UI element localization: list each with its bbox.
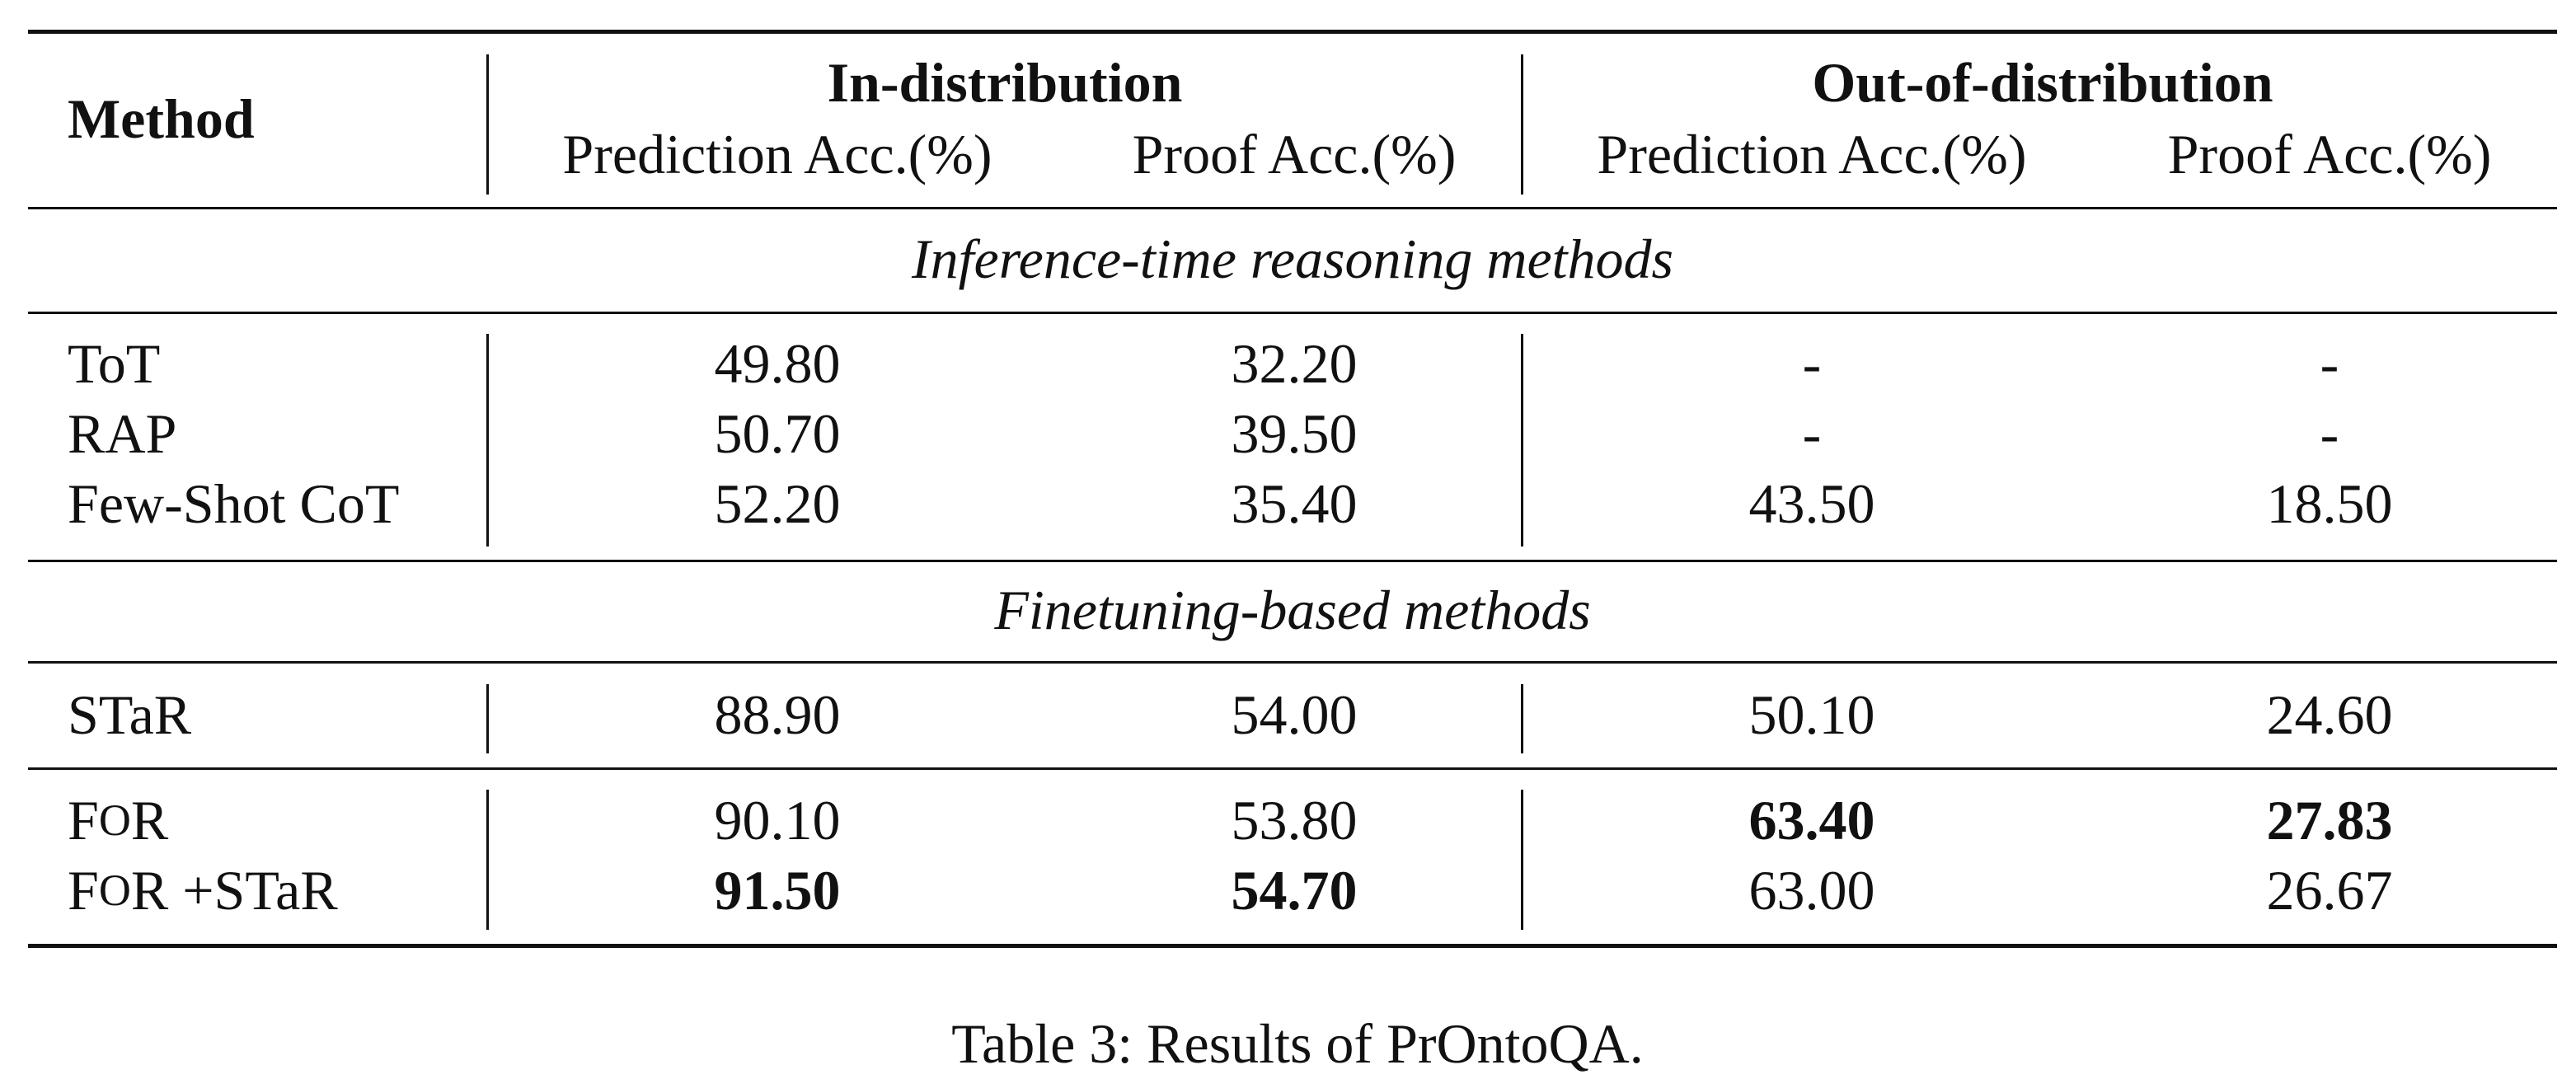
cell-star-in-proof: 54.00 <box>1231 683 1358 746</box>
cell-rap-out-proof: - <box>2320 402 2339 465</box>
for-star-letter-o: O <box>98 866 131 915</box>
bottom-rule <box>28 944 2557 948</box>
header-vrule-right <box>1521 54 1523 195</box>
for-star-letter-r: R <box>130 859 169 922</box>
sec2-vrule-right <box>1521 684 1523 753</box>
section1-rule <box>28 312 2557 314</box>
row-method-star: STaR <box>68 683 192 746</box>
for-letter-f: F <box>68 789 99 851</box>
section-title-inference: Inference-time reasoning methods <box>911 228 1674 290</box>
sec3-vrule-left <box>486 790 489 930</box>
cell-for-out-proof: 27.83 <box>2266 789 2393 851</box>
header-col-in-prediction: Prediction Acc.(%) <box>562 123 992 185</box>
sec2-vrule-left <box>486 684 489 753</box>
top-rule <box>28 30 2557 34</box>
cell-rap-out-prediction: - <box>1802 402 1822 465</box>
row-method-for <box>68 787 168 853</box>
cell-tot-in-prediction: 49.80 <box>714 332 841 395</box>
for-letter-o: O <box>98 795 131 845</box>
cell-for-star-in-prediction: 91.50 <box>714 859 841 922</box>
cell-cot-out-proof: 18.50 <box>2266 472 2393 535</box>
cell-cot-in-proof: 35.40 <box>1231 472 1358 535</box>
table-caption: Table 3: Results of PrOntoQA. <box>951 1012 1644 1075</box>
cell-cot-out-prediction: 43.50 <box>1748 472 1875 535</box>
sec1-vrule-right <box>1521 334 1523 547</box>
section-title-finetuning: Finetuning-based methods <box>994 579 1591 641</box>
cell-for-star-in-proof: 54.70 <box>1231 859 1358 922</box>
cell-rap-in-prediction: 50.70 <box>714 402 841 465</box>
cell-star-in-prediction: 88.90 <box>714 683 841 746</box>
cell-for-star-out-prediction: 63.00 <box>1748 859 1875 922</box>
row-method-few-shot-cot: Few-Shot CoT <box>68 472 400 535</box>
header-col-in-proof: Proof Acc.(%) <box>1132 123 1457 185</box>
row-method-rap: RAP <box>68 402 177 465</box>
for-letter-r: R <box>130 789 169 851</box>
header-in-distribution: In-distribution <box>827 51 1183 114</box>
cell-for-out-prediction: 63.40 <box>1748 789 1875 851</box>
cell-tot-out-prediction: - <box>1802 332 1822 395</box>
cell-for-in-prediction: 90.10 <box>714 789 841 851</box>
sec1-vrule-left <box>486 334 489 547</box>
header-out-of-distribution: Out-of-distribution <box>1812 51 2273 114</box>
section2-rule <box>28 661 2557 664</box>
header-rule <box>28 207 2557 209</box>
sec3-vrule-right <box>1521 790 1523 930</box>
header-method: Method <box>68 87 255 150</box>
section1-end-rule <box>28 560 2557 562</box>
header-col-out-proof: Proof Acc.(%) <box>2167 123 2492 185</box>
header-col-out-prediction: Prediction Acc.(%) <box>1597 123 2027 185</box>
cell-cot-in-prediction: 52.20 <box>714 472 841 535</box>
row-method-for-star <box>68 857 338 923</box>
cell-rap-in-proof: 39.50 <box>1231 402 1358 465</box>
cell-tot-in-proof: 32.20 <box>1231 332 1358 395</box>
star-end-rule <box>28 767 2557 770</box>
cell-star-out-prediction: 50.10 <box>1748 683 1875 746</box>
cell-for-in-proof: 53.80 <box>1231 789 1358 851</box>
cell-tot-out-proof: - <box>2320 332 2339 395</box>
row-method-tot: ToT <box>68 332 161 395</box>
cell-for-star-out-proof: 26.67 <box>2266 859 2393 922</box>
header-vrule-left <box>486 54 489 195</box>
cell-star-out-proof: 24.60 <box>2266 683 2393 746</box>
for-star-suffix: +STaR <box>168 859 338 922</box>
for-star-letter-f: F <box>68 859 99 922</box>
